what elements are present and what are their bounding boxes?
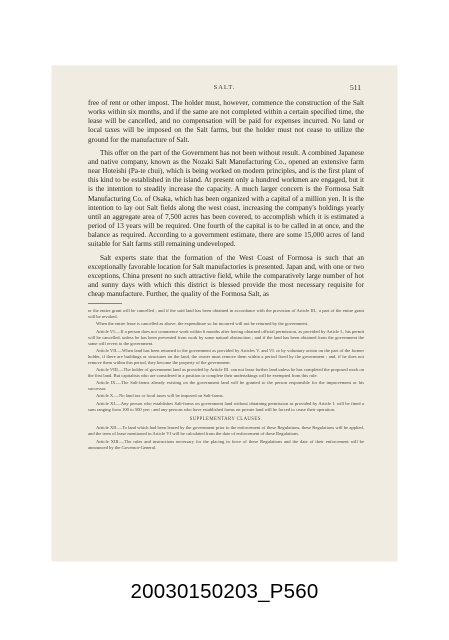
- footnote: or the entire grant will be cancelled ; and if the said land has been obtained in accordance with the provision of Article III., a part of the entire grant will be revoked.: [88, 308, 364, 320]
- footnote: Article X.—No land tax or local taxes will be imposed on Salt-farms.: [96, 393, 224, 399]
- page-header: [52, 84, 397, 96]
- running-head: SALT.: [213, 84, 236, 91]
- footnote: Article XI.—Any person who establishes Salt-farms on government land without obtaining permission as provided by Article I. will be fined a sum ranging from 100 to 500 yen ; and any persons who have established farms on private land will be forced to cease their operation.: [88, 400, 364, 412]
- scanned-page: [52, 66, 397, 561]
- footnotes: [88, 308, 364, 450]
- paragraph: This offer on the part of the Government has not been without result. A combined Japanese and native company, known as the Nozaki Salt Manufacturing Co., opened an extensive farm near Hoteishi (Pa-te chui), which is being worked on modern principles, and is the first plant of this kind to be established in the island. At present only a hundred workmen are engaged, but it is the intention to steadily increase the capacity. A much larger concern is the Formosa Salt Manufacturing Co. of Osaka, which has been organized with a capital of a million yen. It is the intention to lay out Salt fields along the west coast, increasing the company's holdings yearly until an aggregate area of 7,500 acres has been covered, to accomplish which it is estimated a period of 13 years will be required. One fourth of the capital is to be called in at once, and the balance as required. According to a government estimate, there are some 15,000 acres of land suitable for Salt farms still remaining undeveloped.: [88, 148, 364, 249]
- footnote: Article VI.—If a person does not commence work within 6 months after having obtained official permission, as provided by Article I., his permit will be cancelled, unless he has been prevented from work by some natural obstruction ; and if the land has been obtained from the government the same will revert to the government.: [88, 328, 364, 346]
- footnote: When the entire lease is cancelled as above, the expenditure so far incurred will not be returned by the government.: [96, 321, 309, 327]
- page-body: [88, 99, 364, 452]
- supplementary-heading: SUPPLEMENTARY CLAUSES.: [189, 416, 263, 422]
- footnote: Article VII.—When land has been returned to the government as provided by Articles V. and VI. or by voluntary action on the part of the former holder, if there are buildings or structures on the land, the owner must remove them within a period fixed by the government ; and, if he does not remove them within this period, they become the property of the government.: [88, 347, 364, 365]
- footnote: Article IX.—The Salt-farms already existing on the government land will be granted to the person responsible for the improvement or his successor.: [88, 380, 364, 392]
- footnote-divider: [88, 303, 122, 304]
- paragraph: Salt experts state that the formation of the West Coast of Formosa is such that an exceptionally favorable location for Salt manufactories is presented. Japan and, with one or two exceptions, China present no such attractive field, while the comparatively large number of hot and sunny days with which this district is blessed provide the most necessary requisite for cheap manufacture. Further, the quality of the Formosa Salt, as: [88, 253, 364, 299]
- supplementary-clause: Article XII.—To land which had been leased by the government prior to the enforcement of these Regulations, these Regulations will be applied, and the term of lease mentioned in Article VI will be calculated from the date of enforcement of these Regulations.: [88, 425, 364, 437]
- supplementary-clause: Article XIII.—The rules and instructions necessary for the placing in force of these Regulations and the date of their enforcement will be announced by the Governor-General.: [88, 438, 364, 450]
- image-caption: 20030150203_P560: [130, 580, 319, 603]
- paragraph: free of rent or other impost. The holder must, however, commence the construction of the Salt works within six months, and if the same are not completed within a certain specified time, the lease will be cancelled, and no compensation will be paid for expenses incurred. No land or local taxes will be imposed on the Salt farms, but the holder must not cease to utilize the ground for the manufacture of Salt.: [88, 99, 364, 144]
- page-number: 511: [350, 83, 361, 92]
- footnote: Article VIII.—The holder of government land as provided by Article III. can not lease further land unless he has completed the proposed work on the first land. But capitalists who are considered in a position to complete their undertakings will be exempted from this rule.: [88, 367, 364, 378]
